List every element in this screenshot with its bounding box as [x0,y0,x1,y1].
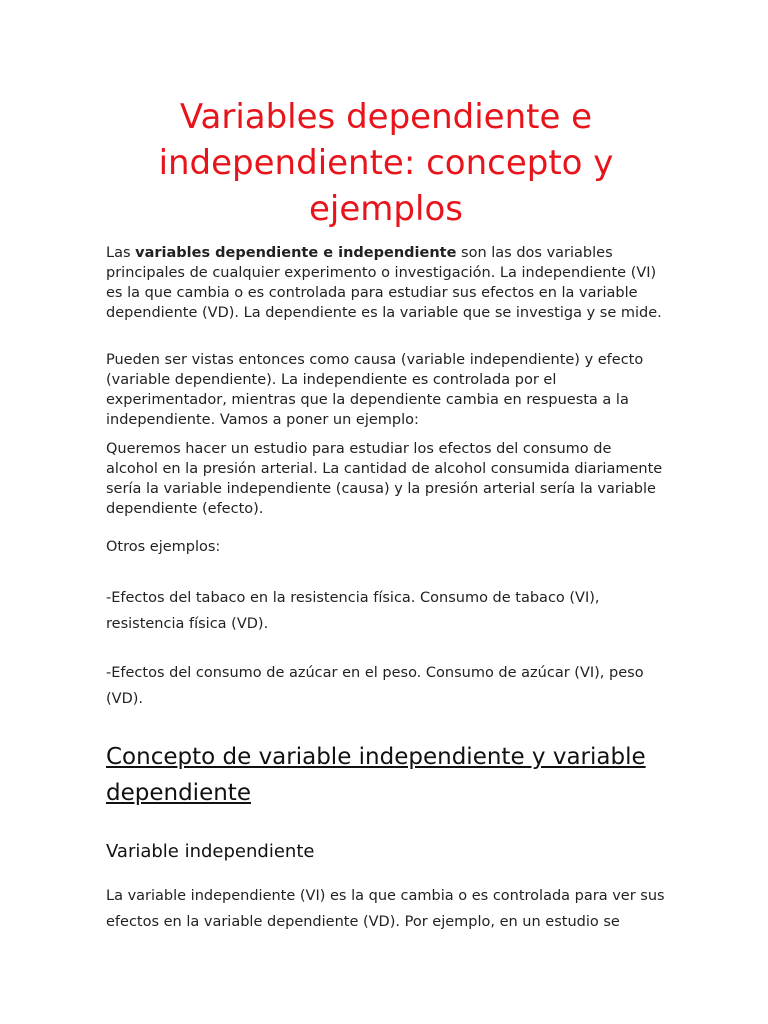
example-paragraph: Queremos hacer un estudio para estudiar los efectos del consumo de alcohol en la presión arterial. La cantidad de alcohol consumida diariamente sería la variable independiente (causa) y la presión arterial sería la variable dependiente (efecto). [106,441,663,517]
intro-paragraph [106,243,666,323]
cause-effect-paragraph: Pueden ser vistas entonces como causa (variable independiente) y efecto (variable dependiente). La independiente es controlada por el experimentador, mientras que la dependiente cambia en respuesta a la independiente. Vamos a poner un ejemplo: [106,352,644,428]
intro-rest: son las dos variables principales de cualquier experimento o investigación. La independiente (VI) es la que cambia o es controlada para estudiar sus efectos en la variable dependiente (VD). La dependiente es la variable que se investiga y se mide. [106,245,662,321]
page-title: Variables dependiente e independiente: concepto y ejemplos [158,97,614,229]
intro-prefix: Las [106,245,136,261]
example-sugar: -Efectos del consumo de azúcar en el peso. Consumo de azúcar (VI), peso (VD). [106,665,644,707]
intro-bold-term: variables dependiente e independiente [135,245,457,261]
section-heading: Concepto de variable independiente y variable dependiente [106,744,646,806]
example-tobacco: -Efectos del tabaco en la resistencia física. Consumo de tabaco (VI), resistencia física (VD). [106,590,600,632]
section-paragraph: La variable independiente (VI) es la que cambia o es controlada para ver sus efectos en la variable dependiente (VD). Por ejemplo, en un estudio se [106,888,665,930]
other-examples-label: Otros ejemplos: [106,539,221,555]
section-subheading: Variable independiente [106,841,315,862]
